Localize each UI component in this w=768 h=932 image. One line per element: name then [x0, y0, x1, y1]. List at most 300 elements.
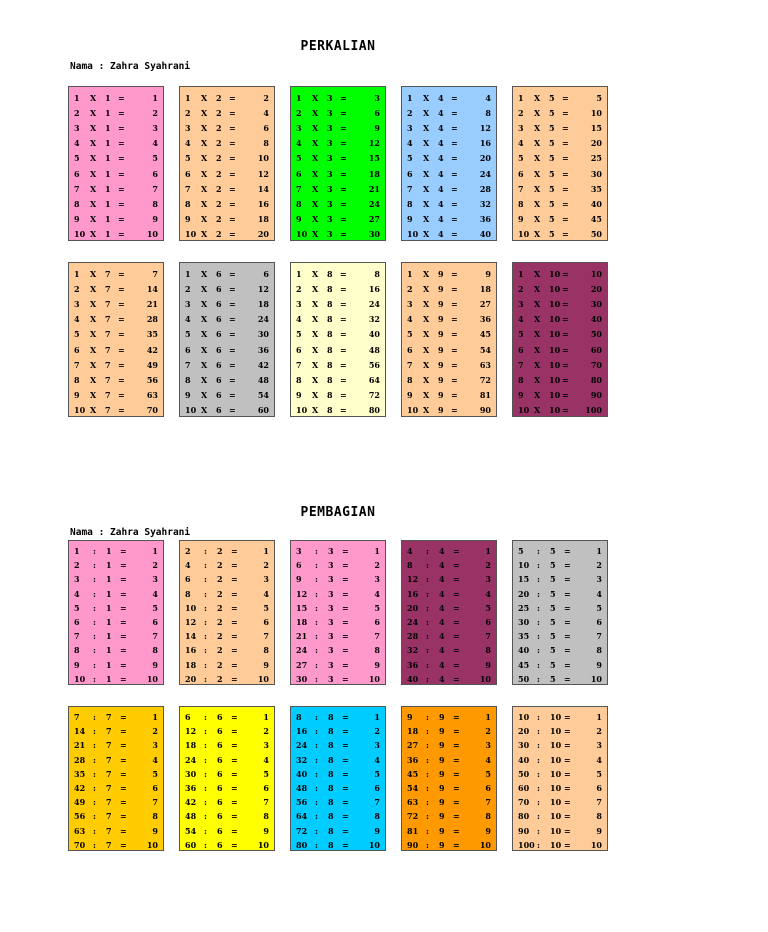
result: 4 — [596, 754, 602, 765]
operand-a: 45 — [407, 768, 419, 779]
operator: : — [426, 726, 429, 737]
operator: X — [423, 374, 430, 385]
operator: : — [93, 768, 96, 779]
result: 10 — [146, 229, 158, 240]
operand-a: 9 — [296, 574, 302, 585]
equals-sign: = — [342, 588, 349, 599]
table-row — [296, 327, 380, 342]
equals-sign: = — [564, 617, 571, 628]
result: 7 — [485, 631, 491, 642]
result: 5 — [485, 602, 491, 613]
operator: : — [315, 659, 318, 670]
operand-a: 28 — [407, 631, 419, 642]
result: 16 — [368, 283, 380, 294]
operand-b: 2 — [216, 168, 222, 179]
operand-b: 1 — [105, 107, 111, 118]
operator: : — [315, 631, 318, 642]
operator: X — [90, 329, 97, 340]
table-row — [407, 544, 491, 558]
operator: : — [204, 740, 207, 751]
operator: : — [426, 783, 429, 794]
operand-a: 54 — [185, 825, 197, 836]
operand-b: 8 — [328, 726, 334, 737]
operand-b: 8 — [328, 825, 334, 836]
operand-a: 42 — [74, 783, 86, 794]
operator: X — [201, 107, 208, 118]
operand-b: 5 — [549, 153, 555, 164]
result: 10 — [146, 673, 158, 684]
equals-sign: = — [229, 344, 236, 355]
operand-b: 2 — [216, 153, 222, 164]
operand-b: 10 — [549, 390, 561, 401]
result: 56 — [146, 374, 158, 385]
table-row — [296, 266, 380, 281]
table-row — [74, 151, 158, 166]
operand-b: 9 — [438, 344, 444, 355]
operator: X — [534, 198, 541, 209]
multiplication-table — [290, 86, 386, 241]
equals-sign: = — [564, 673, 571, 684]
operand-a: 6 — [296, 560, 302, 571]
operand-b: 4 — [439, 574, 445, 585]
operator: : — [315, 617, 318, 628]
operand-a: 14 — [185, 631, 197, 642]
result: 10 — [479, 673, 491, 684]
operator: X — [534, 374, 541, 385]
division-grid-row1 — [68, 540, 609, 685]
result: 45 — [479, 329, 491, 340]
result: 1 — [374, 546, 380, 557]
division-table — [290, 540, 386, 685]
equals-sign: = — [342, 602, 349, 613]
operator: X — [90, 198, 97, 209]
operator: X — [312, 329, 319, 340]
equals-sign: = — [231, 754, 238, 765]
result: 54 — [479, 344, 491, 355]
operand-b: 7 — [105, 344, 111, 355]
equals-sign: = — [118, 107, 125, 118]
operand-a: 81 — [407, 825, 419, 836]
operator: : — [315, 712, 318, 723]
equals-sign: = — [564, 645, 571, 656]
table-row — [407, 629, 491, 643]
result: 10 — [257, 673, 269, 684]
operator: X — [423, 268, 430, 279]
operand-a: 2 — [407, 107, 413, 118]
equals-sign: = — [564, 825, 571, 836]
equals-sign: = — [453, 631, 460, 642]
table-row — [74, 738, 158, 752]
operator: : — [315, 825, 318, 836]
operator: : — [426, 797, 429, 808]
operand-b: 8 — [328, 797, 334, 808]
result: 5 — [485, 768, 491, 779]
table-row — [518, 838, 602, 852]
operand-b: 4 — [439, 546, 445, 557]
equals-sign: = — [453, 574, 460, 585]
equals-sign: = — [231, 825, 238, 836]
equals-sign: = — [453, 588, 460, 599]
operand-a: 18 — [296, 617, 308, 628]
result: 48 — [257, 374, 269, 385]
operator: X — [90, 107, 97, 118]
operator: X — [534, 183, 541, 194]
operator: : — [537, 602, 540, 613]
operand-b: 5 — [550, 617, 556, 628]
operator: : — [426, 560, 429, 571]
operand-b: 6 — [217, 839, 223, 850]
result: 6 — [152, 617, 158, 628]
operand-b: 9 — [438, 298, 444, 309]
result: 80 — [590, 374, 602, 385]
operand-a: 32 — [296, 754, 308, 765]
table-row — [407, 120, 491, 135]
operand-a: 5 — [74, 153, 80, 164]
table-row — [518, 658, 602, 672]
table-row — [296, 403, 380, 418]
operand-a: 12 — [407, 574, 419, 585]
result: 6 — [374, 783, 380, 794]
equals-sign: = — [340, 405, 347, 416]
equals-sign: = — [562, 344, 569, 355]
operand-b: 2 — [217, 645, 223, 656]
equals-sign: = — [118, 198, 125, 209]
division-title: PEMBAGIAN — [300, 505, 376, 520]
table-row — [518, 181, 602, 196]
table-row — [407, 90, 491, 105]
operand-a: 64 — [296, 811, 308, 822]
equals-sign: = — [562, 298, 569, 309]
operand-a: 9 — [185, 214, 191, 225]
equals-sign: = — [564, 754, 571, 765]
operand-a: 8 — [185, 588, 191, 599]
result: 14 — [257, 183, 269, 194]
operand-b: 9 — [439, 768, 445, 779]
result: 35 — [590, 183, 602, 194]
operand-b: 9 — [438, 405, 444, 416]
result: 18 — [257, 298, 269, 309]
table-row — [185, 227, 269, 242]
table-row — [407, 753, 491, 767]
table-row — [296, 136, 380, 151]
operand-a: 80 — [296, 839, 308, 850]
operator: : — [537, 546, 540, 557]
operand-a: 18 — [185, 659, 197, 670]
operator: X — [90, 298, 97, 309]
operand-b: 3 — [327, 122, 333, 133]
equals-sign: = — [229, 329, 236, 340]
table-row — [518, 643, 602, 657]
operand-a: 2 — [185, 546, 191, 557]
result: 2 — [596, 560, 602, 571]
operand-a: 10 — [185, 602, 197, 613]
equals-sign: = — [451, 107, 458, 118]
equals-sign: = — [342, 560, 349, 571]
multiplication-grid-row1 — [68, 86, 609, 241]
result: 40 — [368, 329, 380, 340]
result: 3 — [374, 574, 380, 585]
operand-a: 60 — [185, 839, 197, 850]
operand-a: 40 — [296, 768, 308, 779]
table-row — [518, 357, 602, 372]
operand-a: 1 — [74, 268, 80, 279]
equals-sign: = — [342, 659, 349, 670]
result: 72 — [368, 390, 380, 401]
operand-a: 6 — [407, 344, 413, 355]
operator: : — [204, 768, 207, 779]
equals-sign: = — [451, 183, 458, 194]
result: 14 — [146, 283, 158, 294]
operator: X — [534, 122, 541, 133]
division-table — [512, 706, 608, 851]
multiplication-table — [68, 262, 164, 417]
table-row — [296, 753, 380, 767]
table-row — [296, 312, 380, 327]
equals-sign: = — [342, 645, 349, 656]
table-row — [407, 738, 491, 752]
operand-a: 6 — [74, 617, 80, 628]
operator: X — [201, 390, 208, 401]
result: 16 — [479, 138, 491, 149]
operand-a: 2 — [74, 560, 80, 571]
table-row — [296, 120, 380, 135]
equals-sign: = — [229, 374, 236, 385]
operand-b: 4 — [438, 153, 444, 164]
operand-b: 7 — [105, 374, 111, 385]
operand-a: 5 — [518, 329, 524, 340]
result: 20 — [479, 153, 491, 164]
operand-a: 4 — [74, 138, 80, 149]
result: 8 — [485, 107, 491, 118]
result: 7 — [374, 631, 380, 642]
operator: X — [201, 374, 208, 385]
equals-sign: = — [451, 198, 458, 209]
operator: : — [93, 673, 96, 684]
result: 4 — [485, 754, 491, 765]
table-row — [74, 558, 158, 572]
operand-b: 3 — [327, 214, 333, 225]
table-row — [407, 357, 491, 372]
equals-sign: = — [564, 797, 571, 808]
table-row — [296, 724, 380, 738]
operand-b: 6 — [217, 740, 223, 751]
operator: : — [204, 797, 207, 808]
table-row — [296, 372, 380, 387]
operator: X — [423, 198, 430, 209]
equals-sign: = — [342, 574, 349, 585]
table-row — [74, 388, 158, 403]
operand-a: 4 — [407, 314, 413, 325]
operand-b: 8 — [328, 811, 334, 822]
operand-b: 8 — [327, 390, 333, 401]
operand-b: 6 — [216, 314, 222, 325]
equals-sign: = — [340, 283, 347, 294]
operator: X — [312, 214, 319, 225]
table-row — [296, 781, 380, 795]
operator: X — [201, 122, 208, 133]
operator: : — [537, 839, 540, 850]
result: 6 — [596, 783, 602, 794]
table-row — [407, 105, 491, 120]
result: 36 — [479, 314, 491, 325]
equals-sign: = — [342, 783, 349, 794]
operand-a: 1 — [185, 92, 191, 103]
table-row — [407, 658, 491, 672]
operand-a: 9 — [407, 390, 413, 401]
operand-b: 1 — [105, 153, 111, 164]
operator: X — [534, 107, 541, 118]
operator: : — [315, 602, 318, 613]
operator: X — [534, 329, 541, 340]
table-row — [74, 266, 158, 281]
operand-b: 10 — [550, 712, 562, 723]
operand-a: 20 — [518, 726, 530, 737]
result: 9 — [596, 825, 602, 836]
result: 10 — [590, 673, 602, 684]
result: 16 — [257, 198, 269, 209]
result: 8 — [152, 645, 158, 656]
table-row — [185, 781, 269, 795]
operand-b: 9 — [439, 825, 445, 836]
operand-a: 10 — [74, 673, 86, 684]
operand-b: 7 — [106, 797, 112, 808]
table-row — [74, 312, 158, 327]
operand-b: 9 — [439, 797, 445, 808]
result: 18 — [368, 168, 380, 179]
operand-a: 4 — [407, 138, 413, 149]
result: 1 — [263, 546, 269, 557]
table-row — [74, 824, 158, 838]
result: 2 — [152, 560, 158, 571]
table-row — [296, 281, 380, 296]
table-row — [407, 372, 491, 387]
operand-a: 4 — [518, 138, 524, 149]
operator: X — [534, 283, 541, 294]
table-row — [74, 196, 158, 211]
result: 50 — [590, 329, 602, 340]
equals-sign: = — [340, 214, 347, 225]
operator: : — [537, 659, 540, 670]
equals-sign: = — [231, 726, 238, 737]
result: 40 — [590, 314, 602, 325]
operator: : — [537, 645, 540, 656]
equals-sign: = — [229, 268, 236, 279]
table-row — [74, 90, 158, 105]
operator: X — [90, 122, 97, 133]
operator: X — [201, 153, 208, 164]
operator: X — [423, 283, 430, 294]
equals-sign: = — [229, 359, 236, 370]
equals-sign: = — [451, 298, 458, 309]
table-row — [185, 403, 269, 418]
equals-sign: = — [562, 122, 569, 133]
operator: : — [204, 574, 207, 585]
operand-a: 56 — [74, 811, 86, 822]
operand-b: 2 — [216, 122, 222, 133]
operator: X — [423, 298, 430, 309]
table-row — [407, 281, 491, 296]
operand-a: 16 — [185, 645, 197, 656]
operand-a: 18 — [407, 726, 419, 737]
operand-b: 7 — [106, 825, 112, 836]
operand-b: 5 — [549, 214, 555, 225]
operator: : — [315, 546, 318, 557]
equals-sign: = — [120, 797, 127, 808]
operand-b: 1 — [106, 602, 112, 613]
operand-b: 10 — [550, 839, 562, 850]
table-row — [74, 372, 158, 387]
operator: : — [315, 726, 318, 737]
result: 6 — [374, 617, 380, 628]
equals-sign: = — [342, 726, 349, 737]
equals-sign: = — [342, 768, 349, 779]
operand-b: 4 — [438, 122, 444, 133]
operand-b: 6 — [217, 712, 223, 723]
operator: X — [312, 359, 319, 370]
operand-a: 10 — [407, 229, 419, 240]
operand-b: 7 — [105, 359, 111, 370]
operand-a: 1 — [518, 268, 524, 279]
equals-sign: = — [229, 168, 236, 179]
operand-b: 6 — [217, 811, 223, 822]
operand-a: 9 — [74, 659, 80, 670]
result: 45 — [590, 214, 602, 225]
operand-a: 1 — [185, 268, 191, 279]
result: 30 — [257, 329, 269, 340]
table-row — [185, 629, 269, 643]
equals-sign: = — [340, 183, 347, 194]
operand-a: 12 — [185, 617, 197, 628]
equals-sign: = — [340, 298, 347, 309]
equals-sign: = — [229, 229, 236, 240]
equals-sign: = — [453, 617, 460, 628]
operand-b: 5 — [550, 645, 556, 656]
operand-b: 5 — [549, 92, 555, 103]
equals-sign: = — [231, 797, 238, 808]
equals-sign: = — [118, 168, 125, 179]
operand-a: 36 — [407, 754, 419, 765]
operator: X — [312, 268, 319, 279]
table-row — [185, 212, 269, 227]
result: 7 — [485, 797, 491, 808]
table-row — [518, 327, 602, 342]
equals-sign: = — [118, 183, 125, 194]
operand-b: 2 — [217, 546, 223, 557]
division-table — [179, 540, 275, 685]
operand-b: 3 — [328, 546, 334, 557]
operand-b: 6 — [216, 405, 222, 416]
equals-sign: = — [342, 811, 349, 822]
operand-a: 8 — [74, 645, 80, 656]
equals-sign: = — [118, 138, 125, 149]
operand-b: 6 — [216, 268, 222, 279]
operand-a: 21 — [74, 740, 86, 751]
equals-sign: = — [120, 726, 127, 737]
table-row — [74, 281, 158, 296]
operand-b: 7 — [106, 754, 112, 765]
equals-sign: = — [340, 374, 347, 385]
equals-sign: = — [564, 768, 571, 779]
result: 7 — [374, 797, 380, 808]
result: 50 — [590, 229, 602, 240]
operand-b: 9 — [439, 839, 445, 850]
table-row — [407, 724, 491, 738]
equals-sign: = — [562, 390, 569, 401]
result: 6 — [263, 783, 269, 794]
operator: : — [204, 645, 207, 656]
equals-sign: = — [118, 344, 125, 355]
operand-b: 4 — [439, 631, 445, 642]
